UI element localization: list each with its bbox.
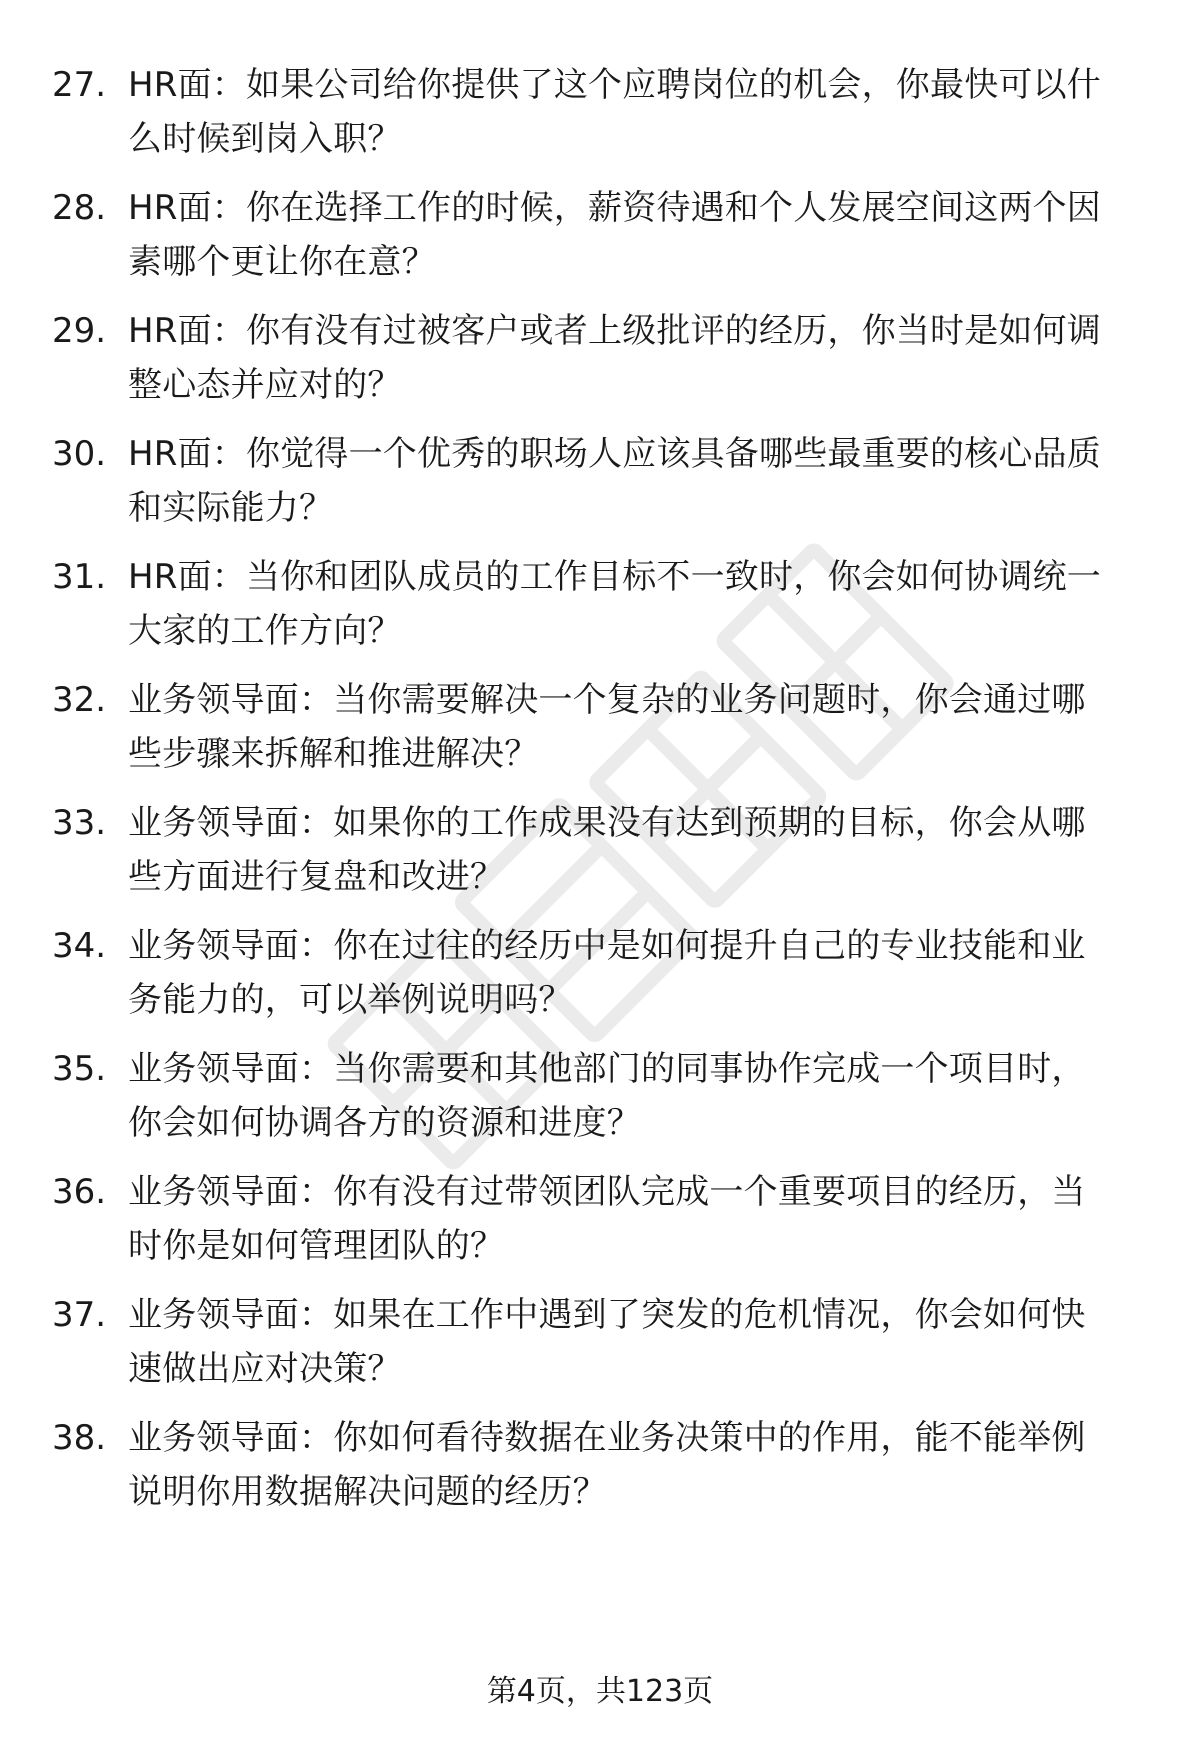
- question-text: [128, 673, 1146, 781]
- question-line: HR面：如果公司给你提供了这个应聘岗位的机会，你最快可以什: [128, 65, 1101, 105]
- question-line: 业务领导面：当你需要和其他部门的同事协作完成一个项目时，: [128, 1049, 1086, 1089]
- question-number: 38.: [52, 1418, 107, 1458]
- question-line: 业务领导面：你有没有过带领团队完成一个重要项目的经历，当: [128, 1172, 1086, 1212]
- question-item: [0, 181, 1200, 301]
- question-text: [128, 1042, 1146, 1150]
- question-item: [0, 304, 1200, 424]
- question-item: [0, 1165, 1200, 1285]
- question-line: 业务领导面：如果你的工作成果没有达到预期的目标，你会从哪: [128, 803, 1086, 843]
- question-item: [0, 427, 1200, 547]
- question-line: 业务领导面：如果在工作中遇到了突发的危机情况，你会如何快: [128, 1295, 1086, 1335]
- question-number: 35.: [52, 1049, 107, 1089]
- question-item: [0, 796, 1200, 916]
- question-number: 28.: [52, 188, 107, 228]
- page-number-footer: 第4页，共123页: [486, 1674, 714, 1709]
- question-line: 业务领导面：当你需要解决一个复杂的业务问题时，你会通过哪: [128, 680, 1086, 720]
- question-item: [0, 1042, 1200, 1162]
- question-line: 素哪个更让你在意？: [128, 242, 436, 282]
- question-number: 30.: [52, 434, 107, 474]
- question-text: [128, 181, 1146, 289]
- question-line: 务能力的，可以举例说明吗？: [128, 980, 573, 1020]
- question-line: 些方面进行复盘和改进？: [128, 857, 505, 897]
- question-number: 37.: [52, 1295, 107, 1335]
- question-number: 33.: [52, 803, 107, 843]
- question-line: 业务领导面：你在过往的经历中是如何提升自己的专业技能和业: [128, 926, 1086, 966]
- question-item: [0, 1411, 1200, 1531]
- question-line: HR面：你觉得一个优秀的职场人应该具备哪些最重要的核心品质: [128, 434, 1101, 474]
- question-item: [0, 919, 1200, 1039]
- question-text: [128, 1288, 1146, 1396]
- question-number: 31.: [52, 557, 107, 597]
- question-number: 27.: [52, 65, 107, 105]
- question-line: HR面：你有没有过被客户或者上级批评的经历，你当时是如何调: [128, 311, 1101, 351]
- question-line: HR面：你在选择工作的时候，薪资待遇和个人发展空间这两个因: [128, 188, 1101, 228]
- question-line: 时你是如何管理团队的？: [128, 1226, 505, 1266]
- question-item: [0, 1288, 1200, 1408]
- question-item: [0, 673, 1200, 793]
- question-line: 些步骤来拆解和推进解决？: [128, 734, 539, 774]
- question-text: [128, 58, 1146, 166]
- question-line: 说明你用数据解决问题的经历？: [128, 1472, 607, 1512]
- question-line: 和实际能力？: [128, 488, 334, 528]
- question-text: [128, 550, 1146, 658]
- question-item: [0, 58, 1200, 178]
- question-number: 29.: [52, 311, 107, 351]
- question-line: 业务领导面：你如何看待数据在业务决策中的作用，能不能举例: [128, 1418, 1086, 1458]
- question-line: 你会如何协调各方的资源和进度？: [128, 1103, 641, 1143]
- question-number: 32.: [52, 680, 107, 720]
- question-number: 34.: [52, 926, 107, 966]
- question-text: [128, 796, 1146, 904]
- question-line: 大家的工作方向？: [128, 611, 402, 651]
- question-text: [128, 304, 1146, 412]
- question-line: 速做出应对决策？: [128, 1349, 402, 1389]
- question-line: 么时候到岗入职？: [128, 119, 402, 159]
- question-number: 36.: [52, 1172, 107, 1212]
- question-item: [0, 550, 1200, 670]
- question-line: 整心态并应对的？: [128, 365, 402, 405]
- question-line: HR面：当你和团队成员的工作目标不一致时，你会如何协调统一: [128, 557, 1101, 597]
- question-text: [128, 1165, 1146, 1273]
- question-text: [128, 427, 1146, 535]
- question-text: [128, 1411, 1146, 1519]
- question-text: [128, 919, 1146, 1027]
